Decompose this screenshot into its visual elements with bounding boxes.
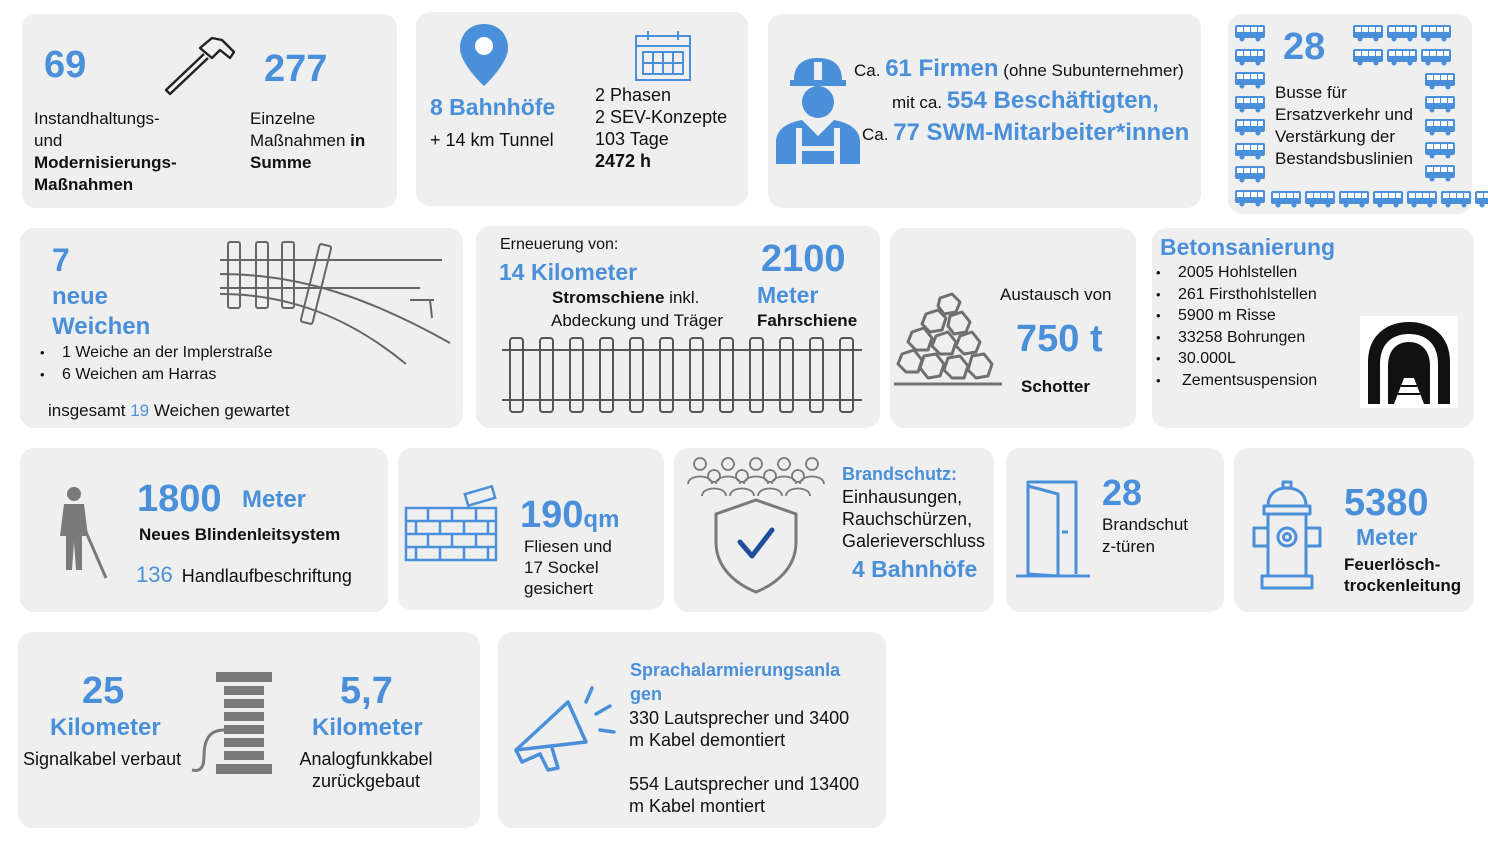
card-gravel [890,228,1136,428]
signal-label: Signalkabel verbaut [23,749,182,769]
hydrant-label [1344,554,1461,596]
stations-count: 8 Bahnhöfe [430,94,556,120]
bus-icon [1234,48,1266,66]
maintenance-total-line3: Summe [250,153,312,172]
buses-line1: Busse für [1275,83,1347,102]
bus-icon [1304,190,1336,208]
stations-phases-text: 2 Phasen [595,85,672,105]
rail-fahr: Fahrschiene [757,311,858,330]
hammer-icon [160,28,240,98]
blind-num: 1800 [137,478,222,520]
fire-lines [842,486,985,552]
blind-person-icon [56,486,112,582]
bus-icon [1234,189,1266,207]
gravel-amount: 750 t [1016,318,1103,360]
hydrant-line1: Feuerlösch- [1344,555,1441,574]
radio-num: 5,7 [340,670,393,712]
signal-num: 25 [82,670,125,712]
buses-line2: Ersatzverkehr und [1275,105,1413,124]
bus-icon [1234,118,1266,136]
pa-line1: 330 Lautsprecher und 3400 [629,708,850,728]
maintenance-total-line2b: in [350,131,366,150]
fire-hydrant-icon [1250,480,1324,592]
switches-total [48,400,290,422]
rail-strom-rest: inkl. [664,288,700,307]
shield-check-icon [710,496,802,596]
stations-hours: 2472 h [595,151,652,171]
gravel-label: Schotter [1021,377,1090,396]
doors-line2: z-türen [1102,537,1155,556]
radio-line1: Analogfunkkabel [299,749,433,769]
maintenance-total-line2a: Maßnahmen [250,131,351,150]
companies-ca1: Ca. [854,61,886,80]
bus-icon [1406,190,1438,208]
switches-total-num: 19 [130,401,150,420]
companies-firms: 61 Firmen [885,55,999,82]
pa-mounted [629,773,859,817]
stations-tunnel: + 14 km Tunnel [430,130,554,150]
doors-num: 28 [1102,472,1143,513]
companies-firms-note: (ohne Subunternehmer) [998,61,1184,80]
rail-intro: Erneuerung von: [500,236,619,253]
bus-icon [1424,72,1456,90]
blind-handrail [136,562,352,588]
pa-line3: 554 Lautsprecher und 13400 [629,774,860,794]
switches-label1: neue [52,283,109,310]
bus-icon [1424,95,1456,113]
megaphone-icon [510,682,620,774]
radio-line2: zurückgebaut [311,771,421,791]
switches-item: • 1 Weiche an der Implerstraße [38,342,272,364]
maintenance-total-line1: Einzelne [250,109,316,128]
fire-title: Brandschutz: [842,464,958,484]
switches-label2: Weichen [52,313,151,340]
card-tiles [398,448,664,610]
radio-unit: Kilometer [312,714,423,741]
switches-label [52,282,150,342]
switches-count: 7 [52,242,70,278]
bus-icon [1352,48,1384,66]
bus-icon [1352,24,1384,42]
radio-label [296,748,436,792]
rail-strom-line2: Abdeckung und Träger [551,311,724,330]
bus-icon [1338,190,1370,208]
pa-title [630,658,840,706]
companies-swm: 77 SWM-Mitarbeiter*innen [893,119,1190,146]
doors-line1: Brandschut [1102,515,1188,534]
card-buses [1228,14,1472,214]
concrete-title: Betonsanierung [1160,234,1336,260]
concrete-list [1154,262,1317,391]
concrete-item: • 2005 Hohlstellen [1154,262,1317,284]
switches-total-pre: insgesamt [48,401,131,420]
bus-icon [1372,190,1404,208]
card-rail [476,226,880,428]
people-group-icon [684,454,828,496]
buses-count: 28 [1283,26,1326,68]
pa-title1: Sprachalarmierungsanla [630,660,841,680]
bus-icon [1420,24,1452,42]
maintenance-label-line1: Instandhaltungs- [34,109,160,128]
tiles-line1: Fliesen und [524,537,612,556]
calendar-icon [634,30,692,82]
tiles-line3: gesichert [524,579,593,598]
companies-mit: mit ca. [892,93,947,112]
card-blind [20,448,388,612]
switches-total-post: Weichen gewartet [149,401,290,420]
pa-line4: m Kabel montiert [629,796,766,816]
bus-icon [1440,190,1472,208]
fire-line3: Galerieverschluss [842,531,986,551]
track-icon [502,334,864,418]
stations-sev: 2 SEV-Konzepte [595,107,728,127]
card-companies [768,14,1201,208]
buses-label [1275,82,1413,170]
card-switches [20,228,463,428]
stations-phases [595,84,727,172]
concrete-item: • 30.000L [1154,348,1317,370]
card-stations [416,12,748,206]
fire-stations: 4 Bahnhöfe [852,556,978,582]
rail-strom [552,287,699,309]
pa-dismantled [629,707,849,751]
cable-drum-icon [190,670,278,780]
gravel-icon [894,292,1006,388]
maintenance-label [34,108,177,196]
door-icon [1014,476,1094,580]
bus-icon [1234,71,1266,89]
pa-line2: m Kabel demontiert [629,730,786,750]
fire-line1: Einhausungen, [842,487,963,507]
bus-icon [1386,48,1418,66]
brick-wall-icon [404,484,500,564]
fire-line2: Rauchschürzen, [842,509,973,529]
card-fire [674,448,994,612]
pa-title2: gen [630,684,663,704]
concrete-item: • 261 Firsthohlstellen [1154,284,1317,306]
bus-icon [1234,24,1266,42]
companies-ca2: Ca. [862,125,894,144]
maintenance-label-line2: und [34,131,63,150]
rail-km: 14 Kilometer [499,259,638,285]
bus-icon [1420,48,1452,66]
card-doors [1006,448,1224,612]
blind-rail-label: Handlaufbeschriftung [181,566,352,586]
rail-strom-bold: Stromschiene [552,288,665,307]
concrete-item: • 5900 m Risse [1154,305,1317,327]
card-concrete [1152,228,1474,428]
maintenance-total-label [250,108,365,174]
rail-meters-unit: Meter [757,282,819,308]
buses-line3: Verstärkung der [1275,127,1396,146]
bus-icon [1386,24,1418,42]
gravel-intro: Austausch von [1000,285,1112,304]
hydrant-num: 5380 [1344,482,1429,524]
card-cables [18,632,480,828]
bus-icon [1234,165,1266,183]
worker-icon [772,54,864,166]
maintenance-count: 69 [44,44,87,86]
bus-icon [1474,190,1488,208]
doors-label [1102,514,1188,558]
tiles-label [524,536,612,599]
buses-line4: Bestandsbuslinien [1275,149,1413,168]
maintenance-label-line3: Modernisierungs- [34,153,177,172]
card-pa [498,632,886,828]
card-hydrant [1234,448,1474,612]
bus-icon [1424,164,1456,182]
hydrant-unit: Meter [1356,524,1418,550]
location-pin-icon [458,22,510,88]
blind-unit: Meter [242,486,307,513]
blind-rail-num: 136 [136,562,173,587]
tiles-line2: 17 Sockel [524,558,599,577]
companies-employees: 554 Beschäftigten, [946,87,1159,114]
maintenance-label-line4: Maßnahmen [34,175,134,194]
hydrant-line2: trockenleitung [1344,576,1462,595]
tiles-unit: qm [583,506,620,533]
stations-days: 103 Tage [595,129,669,149]
bus-icon [1424,141,1456,159]
tiles-num: 190 [520,494,584,536]
rail-meters: 2100 [761,238,846,280]
concrete-item-cont: • Zementsuspension [1154,370,1317,392]
concrete-item: • 33258 Bohrungen [1154,327,1317,349]
switches-list [38,342,272,385]
blind-label: Neues Blindenleitsystem [139,525,341,544]
switches-item: • 6 Weichen am Harras [38,364,272,386]
bus-icon [1234,142,1266,160]
bus-icon [1270,190,1302,208]
bus-icon [1234,95,1266,113]
card-maintenance [22,14,397,208]
bus-icon [1424,118,1456,136]
signal-unit: Kilometer [50,714,161,741]
maintenance-total: 277 [264,48,328,90]
companies-text [854,54,1199,150]
tunnel-icon [1360,316,1458,408]
tiles-num-wrap [520,494,619,537]
